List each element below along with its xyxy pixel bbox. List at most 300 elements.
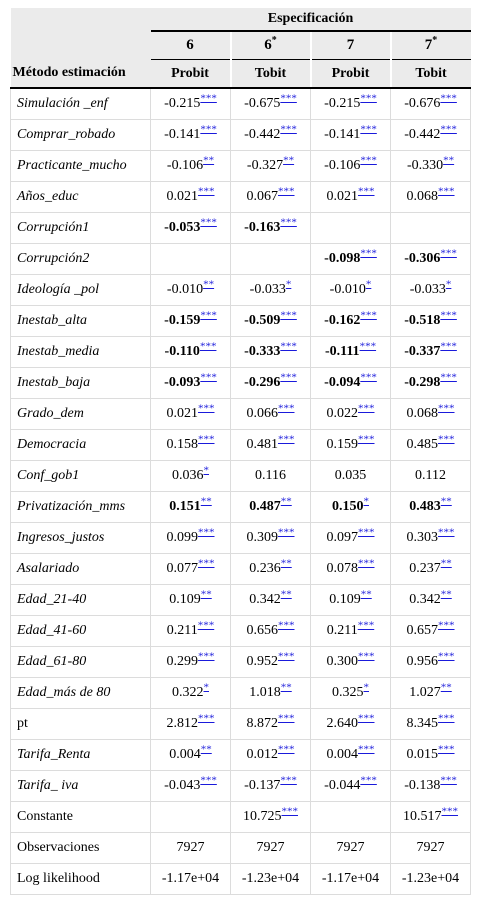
significance-stars: ** bbox=[203, 278, 215, 291]
coef-value: -0.675 bbox=[244, 96, 281, 111]
coef-value: 7927 bbox=[336, 840, 365, 855]
coef-value: 0.012 bbox=[246, 747, 278, 762]
coef-cell bbox=[391, 182, 471, 213]
coef-cell bbox=[311, 678, 391, 709]
coef-value: -1.17e+04 bbox=[161, 871, 220, 886]
coef-value: -0.098 bbox=[324, 251, 361, 266]
coef-cell bbox=[391, 244, 471, 275]
significance-stars: ** bbox=[200, 743, 212, 756]
significance-stars: *** bbox=[198, 433, 215, 446]
table-row bbox=[11, 771, 471, 802]
coef-value: -0.044 bbox=[324, 778, 361, 793]
row-label: Comprar_robado bbox=[11, 120, 151, 151]
coef-value: 0.097 bbox=[326, 530, 358, 545]
row-label: Simulación _enf bbox=[11, 88, 151, 120]
significance-stars: *** bbox=[360, 774, 377, 787]
coef-value: 0.077 bbox=[166, 561, 198, 576]
coef-value: 2.812 bbox=[166, 716, 198, 731]
coef-cell bbox=[231, 740, 311, 771]
coef-cell bbox=[391, 306, 471, 337]
coef-value: -0.306 bbox=[404, 251, 441, 266]
coef-cell bbox=[311, 771, 391, 802]
coef-cell bbox=[231, 771, 311, 802]
row-label: Edad_61-80 bbox=[11, 647, 151, 678]
coef-value: 0.657 bbox=[406, 623, 439, 638]
coef-value: 1.018 bbox=[249, 685, 281, 700]
significance-stars: *** bbox=[441, 805, 459, 818]
coef-cell bbox=[311, 585, 391, 616]
coef-cell bbox=[391, 709, 471, 740]
significance-stars: ** bbox=[200, 495, 212, 508]
coef-cell bbox=[151, 461, 231, 492]
coef-value: 0.112 bbox=[415, 468, 447, 483]
coef-value: 0.211 bbox=[166, 623, 198, 638]
significance-stars: *** bbox=[438, 712, 455, 725]
coef-cell bbox=[311, 368, 391, 399]
coef-value: -0.676 bbox=[404, 96, 441, 111]
coef-value: -0.215 bbox=[324, 96, 361, 111]
coef-value: 0.109 bbox=[329, 592, 361, 607]
table-row bbox=[11, 833, 471, 864]
significance-stars: *** bbox=[281, 805, 298, 818]
col-number-2: 6* bbox=[231, 31, 311, 60]
coef-cell bbox=[311, 802, 391, 833]
col-number-3: 7 bbox=[311, 31, 391, 60]
significance-stars: ** bbox=[280, 588, 292, 601]
coef-cell bbox=[231, 88, 311, 120]
table-body bbox=[11, 88, 471, 895]
significance-stars: *** bbox=[438, 185, 455, 198]
coef-cell bbox=[391, 461, 471, 492]
coef-value: 0.109 bbox=[169, 592, 201, 607]
row-label: Log likelihood bbox=[11, 864, 151, 895]
significance-stars: *** bbox=[358, 526, 375, 539]
table-row bbox=[11, 864, 471, 895]
coef-cell bbox=[231, 430, 311, 461]
significance-stars: *** bbox=[278, 619, 295, 632]
coef-cell bbox=[231, 616, 311, 647]
significance-stars: *** bbox=[198, 402, 215, 415]
coef-value: 0.021 bbox=[326, 189, 358, 204]
coef-cell bbox=[311, 120, 391, 151]
coef-value: 0.485 bbox=[406, 437, 439, 452]
significance-stars: *** bbox=[438, 743, 455, 756]
coef-value: 0.068 bbox=[406, 406, 439, 421]
coef-value: 0.078 bbox=[326, 561, 358, 576]
coef-cell bbox=[151, 740, 231, 771]
coef-value: -0.518 bbox=[404, 313, 441, 328]
significance-stars: *** bbox=[198, 526, 215, 539]
significance-stars: ** bbox=[280, 495, 292, 508]
significance-stars: *** bbox=[440, 774, 457, 787]
coef-value: -0.106 bbox=[166, 158, 204, 173]
coef-cell bbox=[151, 864, 231, 895]
coef-value: -0.106 bbox=[324, 158, 361, 173]
coef-value: 0.483 bbox=[409, 499, 441, 514]
coef-value: -0.138 bbox=[404, 778, 441, 793]
coef-cell bbox=[231, 244, 311, 275]
col-number-1: 6 bbox=[151, 31, 231, 60]
row-label: Corrupción1 bbox=[11, 213, 151, 244]
coef-value: -0.033 bbox=[249, 282, 286, 297]
coef-cell bbox=[391, 275, 471, 306]
significance-stars: * bbox=[203, 464, 209, 477]
table-row bbox=[11, 616, 471, 647]
coef-value: 0.004 bbox=[326, 747, 358, 762]
significance-stars: *** bbox=[200, 216, 217, 229]
coef-cell bbox=[151, 88, 231, 120]
coef-cell bbox=[391, 337, 471, 368]
significance-stars: *** bbox=[438, 526, 455, 539]
coef-value: -0.296 bbox=[244, 375, 281, 390]
coef-cell bbox=[151, 337, 231, 368]
regression-table bbox=[10, 8, 471, 895]
coef-cell bbox=[311, 88, 391, 120]
coef-value: 0.004 bbox=[169, 747, 201, 762]
coef-cell bbox=[151, 771, 231, 802]
significance-stars: *** bbox=[440, 309, 457, 322]
coef-cell bbox=[151, 275, 231, 306]
coef-value: 0.022 bbox=[326, 406, 358, 421]
col-number-4: 7* bbox=[391, 31, 471, 60]
significance-stars: *** bbox=[197, 619, 215, 632]
coef-value: 10.517 bbox=[403, 809, 442, 824]
significance-stars: *** bbox=[358, 402, 375, 415]
coef-cell bbox=[391, 585, 471, 616]
significance-stars: *** bbox=[438, 619, 455, 632]
significance-stars: *** bbox=[440, 340, 457, 353]
row-label: Ingresos_justos bbox=[11, 523, 151, 554]
table-row bbox=[11, 461, 471, 492]
table-row bbox=[11, 368, 471, 399]
table-row bbox=[11, 647, 471, 678]
significance-stars: *** bbox=[357, 619, 375, 632]
table-row bbox=[11, 399, 471, 430]
coef-value: 0.481 bbox=[246, 437, 278, 452]
coef-value: 0.211 bbox=[326, 623, 358, 638]
row-label: Edad_21-40 bbox=[11, 585, 151, 616]
significance-stars: ** bbox=[360, 588, 372, 601]
spec-title: Especificación bbox=[151, 8, 471, 31]
table-row bbox=[11, 213, 471, 244]
coef-value: 1.027 bbox=[409, 685, 441, 700]
significance-stars: *** bbox=[278, 743, 295, 756]
coef-value: -0.298 bbox=[404, 375, 441, 390]
coef-cell bbox=[231, 678, 311, 709]
significance-stars: * bbox=[363, 495, 369, 508]
significance-stars: *** bbox=[358, 650, 375, 663]
coef-cell bbox=[311, 151, 391, 182]
coef-value: 0.487 bbox=[249, 499, 281, 514]
table-row bbox=[11, 244, 471, 275]
coef-value: 0.116 bbox=[255, 468, 286, 483]
coef-cell bbox=[231, 151, 311, 182]
significance-stars: *** bbox=[280, 216, 297, 229]
significance-stars: *** bbox=[278, 433, 295, 446]
row-label: Edad_más de 80 bbox=[11, 678, 151, 709]
coef-cell bbox=[311, 833, 391, 864]
significance-stars: *** bbox=[358, 712, 375, 725]
coef-value: 0.015 bbox=[406, 747, 439, 762]
coef-value: -1.23e+04 bbox=[401, 871, 460, 886]
row-label: Grado_dem bbox=[11, 399, 151, 430]
coef-cell bbox=[311, 430, 391, 461]
coef-value: 7927 bbox=[176, 840, 205, 855]
coef-value: -0.093 bbox=[164, 375, 201, 390]
coef-value: -0.111 bbox=[324, 344, 360, 359]
coef-value: 0.325 bbox=[332, 685, 364, 700]
coef-cell bbox=[151, 182, 231, 213]
coef-cell bbox=[311, 616, 391, 647]
row-label: Asalariado bbox=[11, 554, 151, 585]
coef-value: 7927 bbox=[256, 840, 285, 855]
significance-stars: *** bbox=[280, 371, 297, 384]
coef-cell bbox=[151, 399, 231, 430]
coef-value: -0.043 bbox=[164, 778, 201, 793]
coef-cell bbox=[231, 461, 311, 492]
coef-value: 0.342 bbox=[249, 592, 281, 607]
significance-stars: *** bbox=[359, 340, 377, 353]
significance-stars: ** bbox=[440, 681, 452, 694]
coef-cell bbox=[391, 88, 471, 120]
coef-cell bbox=[231, 213, 311, 244]
coef-cell bbox=[231, 647, 311, 678]
coef-cell bbox=[391, 740, 471, 771]
significance-stars: * bbox=[363, 681, 369, 694]
significance-stars: *** bbox=[198, 557, 215, 570]
coef-cell bbox=[311, 461, 391, 492]
row-label: pt bbox=[11, 709, 151, 740]
coef-value: 0.303 bbox=[406, 530, 439, 545]
significance-stars: *** bbox=[278, 712, 295, 725]
row-label: Inestab_baja bbox=[11, 368, 151, 399]
coef-value: 0.952 bbox=[246, 654, 278, 669]
coef-value: 7927 bbox=[416, 840, 445, 855]
method-label: Método estimación bbox=[11, 60, 151, 89]
table-row bbox=[11, 88, 471, 120]
header-method-row bbox=[11, 60, 471, 89]
significance-stars: *** bbox=[438, 650, 455, 663]
coef-value: -0.159 bbox=[164, 313, 201, 328]
coef-cell bbox=[391, 833, 471, 864]
coef-cell bbox=[311, 523, 391, 554]
header-spec-row bbox=[11, 8, 471, 31]
table-row bbox=[11, 554, 471, 585]
significance-stars: *** bbox=[278, 402, 295, 415]
coef-value: 0.150 bbox=[332, 499, 364, 514]
significance-stars: *** bbox=[280, 340, 297, 353]
coef-cell bbox=[231, 709, 311, 740]
coef-cell bbox=[311, 182, 391, 213]
coef-cell bbox=[151, 120, 231, 151]
coef-cell bbox=[311, 213, 391, 244]
coef-cell bbox=[231, 492, 311, 523]
significance-stars: *** bbox=[440, 371, 457, 384]
significance-stars: *** bbox=[200, 309, 217, 322]
significance-stars: ** bbox=[283, 154, 295, 167]
significance-stars: *** bbox=[280, 309, 297, 322]
coef-value: 0.099 bbox=[166, 530, 198, 545]
coef-cell bbox=[151, 647, 231, 678]
coef-cell bbox=[311, 647, 391, 678]
significance-stars: *** bbox=[358, 557, 375, 570]
significance-stars: *** bbox=[360, 154, 377, 167]
coef-cell bbox=[391, 678, 471, 709]
table-row bbox=[11, 430, 471, 461]
coef-value: 0.068 bbox=[406, 189, 439, 204]
coef-cell bbox=[391, 523, 471, 554]
coef-cell bbox=[231, 833, 311, 864]
significance-stars: *** bbox=[438, 402, 455, 415]
significance-stars: *** bbox=[280, 123, 297, 136]
row-label: Constante bbox=[11, 802, 151, 833]
significance-stars: *** bbox=[440, 123, 457, 136]
coef-cell bbox=[231, 802, 311, 833]
significance-stars: *** bbox=[440, 247, 457, 260]
significance-stars: *** bbox=[198, 185, 215, 198]
coef-cell bbox=[311, 492, 391, 523]
coef-value: -0.141 bbox=[164, 127, 201, 142]
significance-stars: ** bbox=[443, 154, 455, 167]
coef-value: -0.327 bbox=[246, 158, 284, 173]
coef-cell bbox=[151, 616, 231, 647]
coef-cell bbox=[311, 337, 391, 368]
row-label: Observaciones bbox=[11, 833, 151, 864]
coef-cell bbox=[231, 306, 311, 337]
significance-stars: * bbox=[285, 278, 292, 291]
row-label: Ideología _pol bbox=[11, 275, 151, 306]
row-label: Conf_gob1 bbox=[11, 461, 151, 492]
coef-cell bbox=[391, 771, 471, 802]
coef-cell bbox=[391, 492, 471, 523]
significance-stars: *** bbox=[200, 371, 217, 384]
table-row bbox=[11, 182, 471, 213]
table-row bbox=[11, 678, 471, 709]
coef-cell bbox=[151, 213, 231, 244]
significance-stars: *** bbox=[440, 92, 457, 105]
coef-cell bbox=[231, 554, 311, 585]
coef-value: -0.110 bbox=[164, 344, 200, 359]
coef-value: -0.333 bbox=[244, 344, 281, 359]
header-corner bbox=[11, 8, 151, 31]
coef-value: 0.956 bbox=[406, 654, 439, 669]
coef-cell bbox=[151, 151, 231, 182]
significance-stars: *** bbox=[200, 123, 217, 136]
coef-cell bbox=[231, 120, 311, 151]
significance-stars: *** bbox=[200, 774, 217, 787]
significance-stars: *** bbox=[199, 340, 217, 353]
table-row bbox=[11, 802, 471, 833]
coef-cell bbox=[151, 802, 231, 833]
significance-stars: *** bbox=[200, 92, 217, 105]
coef-value: 0.067 bbox=[246, 189, 278, 204]
significance-stars: * bbox=[203, 681, 209, 694]
coef-cell bbox=[391, 554, 471, 585]
table-row bbox=[11, 120, 471, 151]
coef-value: 0.021 bbox=[166, 189, 198, 204]
coef-cell bbox=[391, 864, 471, 895]
coef-cell bbox=[231, 337, 311, 368]
table-row bbox=[11, 306, 471, 337]
coef-cell bbox=[311, 864, 391, 895]
coef-value: 0.066 bbox=[246, 406, 278, 421]
coef-cell bbox=[151, 678, 231, 709]
coef-value: 0.309 bbox=[246, 530, 278, 545]
coef-value: -0.094 bbox=[324, 375, 361, 390]
row-label: Corrupción2 bbox=[11, 244, 151, 275]
coef-cell bbox=[151, 306, 231, 337]
coef-value: 0.158 bbox=[166, 437, 198, 452]
coef-cell bbox=[151, 368, 231, 399]
significance-stars: *** bbox=[360, 92, 377, 105]
coef-value: -0.442 bbox=[244, 127, 281, 142]
coef-value: 0.021 bbox=[166, 406, 198, 421]
coef-cell bbox=[151, 585, 231, 616]
coef-value: 10.725 bbox=[243, 809, 282, 824]
coef-value: -0.141 bbox=[324, 127, 361, 142]
significance-stars: *** bbox=[360, 371, 377, 384]
coef-cell bbox=[311, 399, 391, 430]
coef-cell bbox=[311, 275, 391, 306]
significance-stars: *** bbox=[358, 743, 375, 756]
table-row bbox=[11, 151, 471, 182]
coef-value: -0.137 bbox=[244, 778, 281, 793]
significance-stars: *** bbox=[438, 433, 455, 446]
coef-cell bbox=[151, 244, 231, 275]
coef-cell bbox=[391, 213, 471, 244]
table-row bbox=[11, 523, 471, 554]
coef-cell bbox=[311, 554, 391, 585]
coef-cell bbox=[391, 647, 471, 678]
significance-stars: *** bbox=[358, 185, 375, 198]
row-label: Privatización_mms bbox=[11, 492, 151, 523]
significance-stars: *** bbox=[198, 712, 215, 725]
coef-cell bbox=[311, 306, 391, 337]
coef-value: -0.215 bbox=[164, 96, 201, 111]
coef-value: 0.035 bbox=[334, 468, 367, 483]
coef-cell bbox=[151, 523, 231, 554]
table-row bbox=[11, 740, 471, 771]
coef-cell bbox=[311, 740, 391, 771]
coef-value: -0.509 bbox=[244, 313, 281, 328]
significance-stars: * bbox=[365, 278, 372, 291]
coef-cell bbox=[391, 368, 471, 399]
coef-cell bbox=[391, 120, 471, 151]
significance-stars: *** bbox=[278, 650, 295, 663]
coef-cell bbox=[231, 275, 311, 306]
coef-cell bbox=[311, 709, 391, 740]
row-label: Practicante_mucho bbox=[11, 151, 151, 182]
significance-stars: ** bbox=[203, 154, 215, 167]
coef-value: -0.010 bbox=[166, 282, 204, 297]
significance-stars: *** bbox=[360, 247, 377, 260]
coef-value: 0.159 bbox=[326, 437, 358, 452]
coef-value: -0.442 bbox=[404, 127, 441, 142]
col-method-1: Probit bbox=[151, 60, 231, 89]
coef-value: 0.322 bbox=[172, 685, 204, 700]
row-label: Tarifa_ iva bbox=[11, 771, 151, 802]
header-number-row bbox=[11, 31, 471, 60]
coef-cell bbox=[151, 709, 231, 740]
coef-value: -0.033 bbox=[409, 282, 446, 297]
coef-value: -0.053 bbox=[164, 220, 201, 235]
regression-table-container bbox=[10, 8, 470, 895]
significance-stars: *** bbox=[360, 309, 377, 322]
coef-value: 0.342 bbox=[409, 592, 441, 607]
significance-stars: *** bbox=[198, 650, 215, 663]
coef-cell bbox=[231, 399, 311, 430]
coef-value: 8.872 bbox=[246, 716, 278, 731]
